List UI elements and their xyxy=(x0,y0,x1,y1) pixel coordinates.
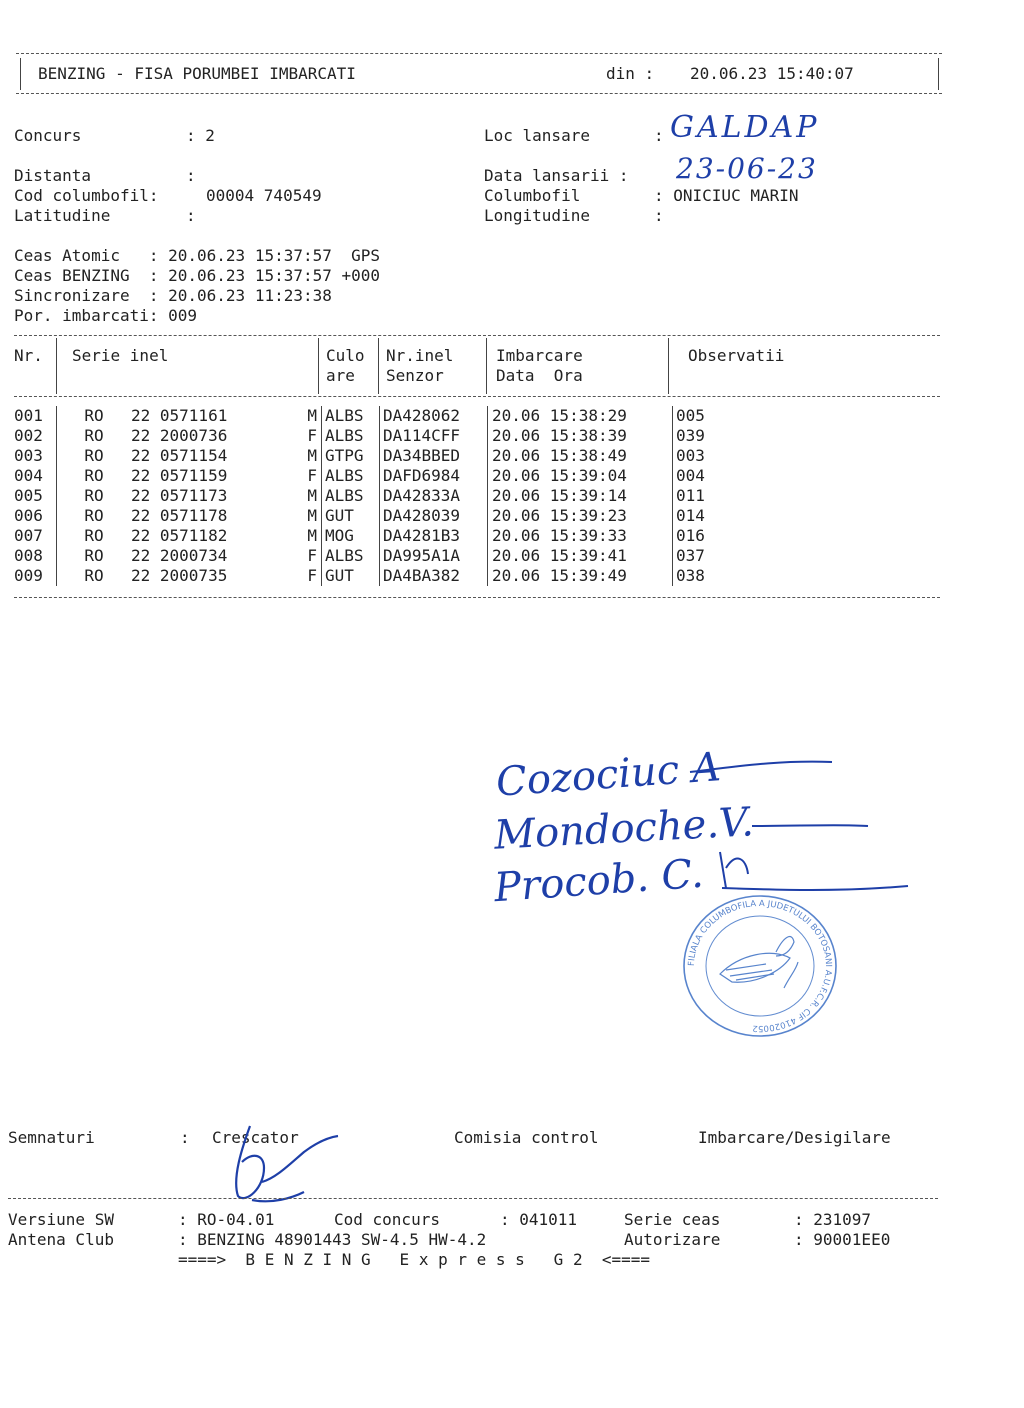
row-country: RO xyxy=(84,466,104,485)
row-country: RO xyxy=(84,486,104,505)
th-nr: Nr. xyxy=(14,346,43,365)
cod-columbofil-value: 00004 740549 xyxy=(206,186,322,205)
longitudine-label: Longitudine xyxy=(484,206,590,225)
por-imbarcati: Por. imbarcati: 009 xyxy=(14,306,198,325)
row-color: ALBS xyxy=(322,546,380,566)
loc-lansare-label: Loc lansare xyxy=(484,126,590,145)
signature-line-2: Mondoche.V. xyxy=(492,799,755,859)
club-stamp xyxy=(680,892,840,1040)
th-culoare-1: Culo xyxy=(326,346,365,365)
row-observations: 037 xyxy=(676,546,705,565)
row-sensor: DA4BA382 xyxy=(380,566,488,586)
th-nr-inel: Nr.inel xyxy=(386,346,454,365)
versiune-sw-label: Versiune SW xyxy=(8,1210,114,1229)
row-sex: F xyxy=(251,466,322,486)
row-sensor: DA4281B3 xyxy=(380,526,488,546)
serie-ceas-value: : 231097 xyxy=(794,1210,872,1229)
row-sex: M xyxy=(251,446,322,466)
row-color: MOG xyxy=(322,526,380,546)
row-nr: 001 xyxy=(14,406,57,426)
latitudine-value: : xyxy=(186,206,196,225)
row-nr: 007 xyxy=(14,526,57,546)
row-nr: 006 xyxy=(14,506,57,526)
ceas-benzing: Ceas BENZING : 20.06.23 15:37:57 +000 xyxy=(14,266,381,285)
signature-line-1: Cozociuc A xyxy=(494,744,723,806)
cod-columbofil-label: Cod columbofil: xyxy=(14,186,159,205)
row-observations: 014 xyxy=(676,506,705,525)
svg-text:FILIALA COLUMBOFILA A JUDETULU xyxy=(687,899,833,1033)
benzing-banner: ====> B E N Z I N G E x p r e s s G 2 <==== xyxy=(178,1250,651,1269)
row-country: RO xyxy=(84,546,104,565)
row-nr: 002 xyxy=(14,426,57,446)
row-boarding-time: 20.06 15:39:41 xyxy=(488,546,673,566)
row-nr: 005 xyxy=(14,486,57,506)
distanta-value: : xyxy=(186,166,196,185)
row-sex: F xyxy=(251,546,322,566)
row-observations: 016 xyxy=(676,526,705,545)
cod-concurs-value: : 041011 xyxy=(500,1210,578,1229)
row-boarding-time: 20.06 15:39:33 xyxy=(488,526,673,546)
row-country: RO xyxy=(84,506,104,525)
row-nr: 004 xyxy=(14,466,57,486)
row-country: RO xyxy=(84,426,104,445)
crescator-signature xyxy=(212,1108,352,1208)
row-ring-serial: 22 0571154 xyxy=(131,446,228,465)
crescator-label: Crescator xyxy=(212,1128,299,1147)
antena-club-label: Antena Club xyxy=(8,1230,114,1249)
concurs-label: Concurs xyxy=(14,126,82,145)
latitudine-label: Latitudine xyxy=(14,206,111,225)
row-color: ALBS xyxy=(322,466,380,486)
row-sensor: DA995A1A xyxy=(380,546,488,566)
columbofil-value: : ONICIUC MARIN xyxy=(654,186,799,205)
row-country: RO xyxy=(84,446,104,465)
th-data-ora: Data Ora xyxy=(496,366,583,385)
versiune-sw-value: : RO-04.01 xyxy=(178,1210,275,1229)
row-sensor: DA42833A xyxy=(380,486,488,506)
row-ring-serial: 22 2000736 xyxy=(131,426,228,445)
autorizare-value: : 90001EE0 xyxy=(794,1230,891,1249)
report-title: BENZING - FISA PORUMBEI IMBARCATI xyxy=(38,64,356,83)
row-boarding-time: 20.06 15:38:29 xyxy=(488,406,673,426)
comisia-control-label: Comisia control xyxy=(454,1128,599,1147)
th-culoare-2: are xyxy=(326,366,355,385)
row-country: RO xyxy=(84,566,104,585)
distanta-label: Distanta xyxy=(14,166,92,185)
row-observations: 011 xyxy=(676,486,705,505)
signature-line-3: Procob. C. xyxy=(492,850,705,912)
row-observations: 004 xyxy=(676,466,705,485)
report-date-label: din : xyxy=(606,64,655,83)
row-ring-serial: 22 0571161 xyxy=(131,406,228,425)
row-color: GUT xyxy=(322,506,380,526)
row-ring-serial: 22 0571178 xyxy=(131,506,228,525)
columbofil-label: Columbofil xyxy=(484,186,581,205)
longitudine-value: : xyxy=(654,206,664,225)
row-nr: 003 xyxy=(14,446,57,466)
row-ring-serial: 22 0571182 xyxy=(131,526,228,545)
antena-club-value: : BENZING 48901443 SW-4.5 HW-4.2 xyxy=(178,1230,487,1249)
data-lansarii-handwritten: 23-06-23 xyxy=(676,152,818,185)
row-sensor: DAFD6984 xyxy=(380,466,488,486)
row-sensor: DA34BBED xyxy=(380,446,488,466)
row-observations: 005 xyxy=(676,406,705,425)
th-senzor: Senzor xyxy=(386,366,444,385)
row-observations: 003 xyxy=(676,446,705,465)
cod-concurs-label: Cod concurs xyxy=(334,1210,440,1229)
row-sensor: DA428039 xyxy=(380,506,488,526)
row-sex: M xyxy=(251,526,322,546)
row-color: GUT xyxy=(322,566,380,586)
row-color: ALBS xyxy=(322,406,380,426)
row-sex: F xyxy=(251,426,322,446)
row-boarding-time: 20.06 15:39:04 xyxy=(488,466,673,486)
loc-lansare-colon: : xyxy=(654,126,664,145)
autorizare-label: Autorizare xyxy=(624,1230,721,1249)
row-country: RO xyxy=(84,406,104,425)
semnaturi-colon: : xyxy=(180,1128,190,1147)
row-observations: 038 xyxy=(676,566,705,585)
loc-lansare-handwritten: GALDAP xyxy=(670,110,820,145)
imbarcare-desigilare-label: Imbarcare/Desigilare xyxy=(698,1128,891,1147)
serie-ceas-label: Serie ceas xyxy=(624,1210,721,1229)
footer-rule xyxy=(8,1198,938,1199)
row-ring-serial: 22 2000734 xyxy=(131,546,228,565)
row-sex: M xyxy=(251,506,322,526)
row-color: GTPG xyxy=(322,446,380,466)
th-imbarcare: Imbarcare xyxy=(496,346,583,365)
row-ring-serial: 22 0571159 xyxy=(131,466,228,485)
th-serie-inel: Serie inel xyxy=(72,346,169,365)
sincronizare: Sincronizare : 20.06.23 11:23:38 xyxy=(14,286,332,305)
row-boarding-time: 20.06 15:38:49 xyxy=(488,446,673,466)
semnaturi-label: Semnaturi xyxy=(8,1128,95,1147)
row-nr: 009 xyxy=(14,566,57,586)
row-boarding-time: 20.06 15:39:23 xyxy=(488,506,673,526)
row-sensor: DA428062 xyxy=(380,406,488,426)
ceas-atomic: Ceas Atomic : 20.06.23 15:37:57 GPS xyxy=(14,246,381,265)
row-country: RO xyxy=(84,526,104,545)
row-nr: 008 xyxy=(14,546,57,566)
data-lansarii-label: Data lansarii : xyxy=(484,166,629,185)
row-sensor: DA114CFF xyxy=(380,426,488,446)
pigeon-icon xyxy=(720,937,798,988)
row-observations: 039 xyxy=(676,426,705,445)
report-date-value: 20.06.23 15:40:07 xyxy=(690,64,854,83)
row-sex: M xyxy=(251,486,322,506)
row-color: ALBS xyxy=(322,426,380,446)
row-boarding-time: 20.06 15:38:39 xyxy=(488,426,673,446)
th-observatii: Observatii xyxy=(688,346,785,365)
row-boarding-time: 20.06 15:39:14 xyxy=(488,486,673,506)
stamp-text: FILIALA COLUMBOFILA A JUDETULUI BOTOSANI A.U.F.C.R. CIF 41020052 xyxy=(686,898,834,1034)
row-sex: M xyxy=(251,406,322,426)
concurs-value: : 2 xyxy=(186,126,215,145)
row-sex: F xyxy=(251,566,322,586)
row-boarding-time: 20.06 15:39:49 xyxy=(488,566,673,586)
row-ring-serial: 22 0571173 xyxy=(131,486,228,505)
row-color: ALBS xyxy=(322,486,380,506)
row-ring-serial: 22 2000735 xyxy=(131,566,228,585)
